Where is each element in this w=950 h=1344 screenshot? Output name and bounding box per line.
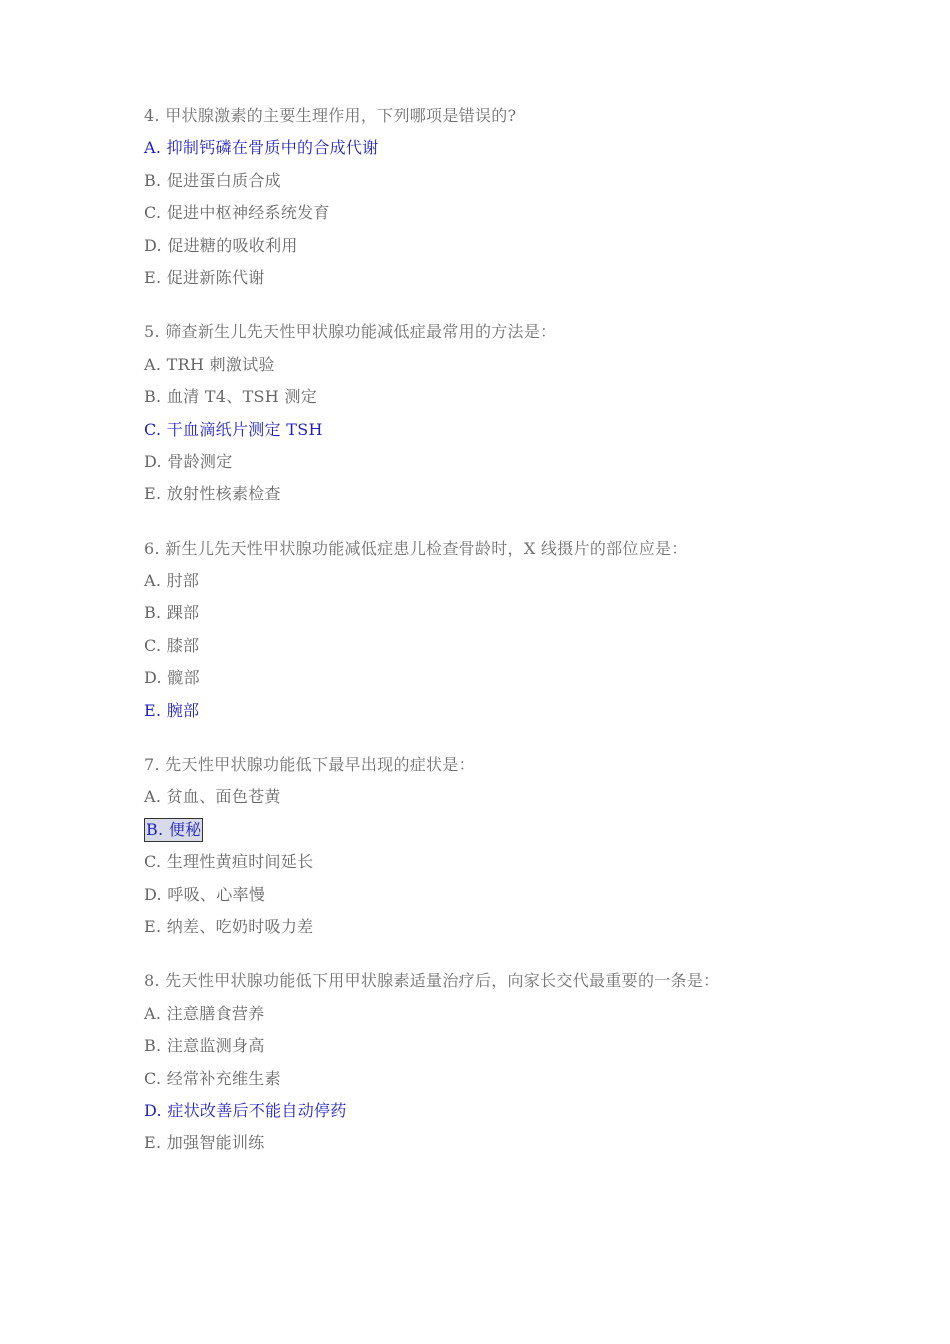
question-stem: 4. 甲状腺激素的主要生理作用，下列哪项是错误的? (144, 106, 517, 125)
answer-option-b[interactable]: B. 注意监测身高 (144, 1036, 265, 1056)
question-7 (144, 751, 904, 945)
answer-option-a[interactable]: A. 肘部 (144, 571, 200, 591)
answer-option-d[interactable]: D. 呼吸、心率慢 (144, 884, 266, 904)
answer-option-c[interactable]: C. 干血滴纸片测定 TSH (144, 419, 323, 439)
quiz-document (144, 102, 904, 1184)
answer-option-d[interactable]: D. 骨龄测定 (144, 451, 233, 471)
answer-option-e[interactable]: E. 放射性核素检查 (144, 484, 281, 504)
question-stem: 7. 先天性甲状腺功能低下最早出现的症状是： (144, 755, 475, 775)
selected-answer-highlight[interactable]: B. 便秘 (144, 818, 203, 842)
question-stem: 5. 筛查新生儿先天性甲状腺功能减低症最常用的方法是： (144, 322, 557, 342)
answer-option-e[interactable]: E. 促进新陈代谢 (144, 267, 265, 287)
question-stem: 8. 先天性甲状腺功能低下用甲状腺素适量治疗后，向家长交代最重要的一条是： (144, 971, 720, 991)
question-8 (144, 967, 904, 1161)
question-5 (144, 318, 904, 512)
answer-option-c[interactable]: C. 生理性黄疸时间延长 (144, 852, 314, 872)
answer-option-e[interactable]: E. 腕部 (144, 700, 200, 720)
answer-option-d[interactable]: D. 促进糖的吸收利用 (144, 235, 298, 255)
answer-option-b[interactable]: B. 踝部 (144, 603, 200, 623)
answer-option-d[interactable]: D. 症状改善后不能自动停药 (144, 1100, 347, 1120)
answer-option-e[interactable]: E. 加强智能训练 (144, 1133, 265, 1153)
answer-option-c[interactable]: C. 经常补充维生素 (144, 1068, 281, 1088)
answer-option-a[interactable]: A. 抑制钙磷在骨质中的合成代谢 (144, 138, 379, 158)
answer-option-c[interactable]: C. 膝部 (144, 635, 200, 655)
answer-option-b-selected[interactable] (144, 816, 904, 848)
answer-option-a[interactable]: A. TRH 刺激试验 (144, 354, 275, 374)
answer-option-a[interactable]: A. 注意膳食营养 (144, 1003, 265, 1023)
answer-option-d[interactable]: D. 髋部 (144, 668, 200, 688)
question-4 (144, 102, 904, 296)
answer-option-b[interactable]: B. 促进蛋白质合成 (144, 170, 281, 190)
answer-option-c[interactable]: C. 促进中枢神经系统发育 (144, 203, 330, 223)
answer-option-a[interactable]: A. 贫血、面色苍黄 (144, 787, 281, 807)
answer-option-e[interactable]: E. 纳差、吃奶时吸力差 (144, 916, 314, 936)
question-stem: 6. 新生儿先天性甲状腺功能减低症患儿检查骨龄时，X 线摄片的部位应是： (144, 538, 688, 558)
question-6 (144, 535, 904, 729)
answer-option-b[interactable]: B. 血清 T4、TSH 测定 (144, 387, 318, 407)
